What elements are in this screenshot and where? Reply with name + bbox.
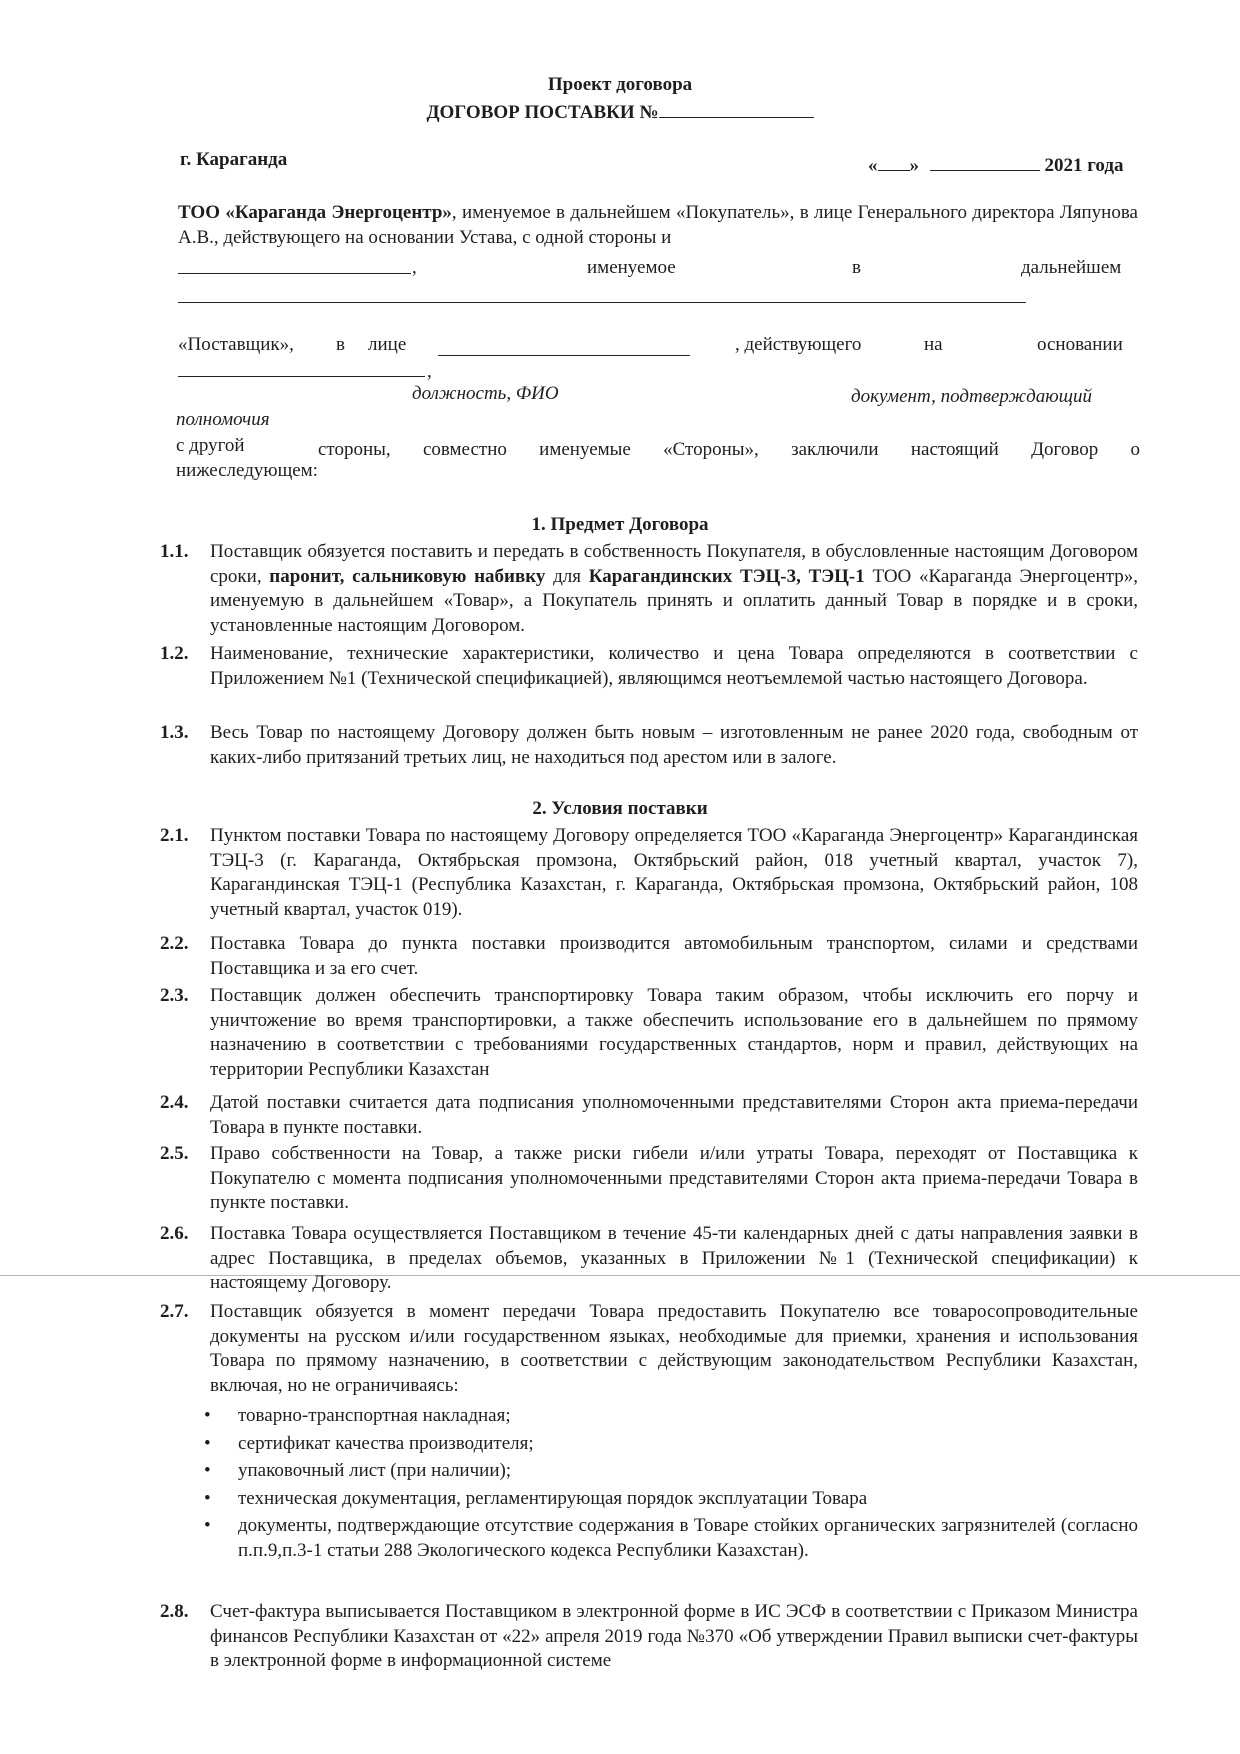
bullet-icon: • — [204, 1515, 211, 1536]
bullet-icon: • — [204, 1487, 211, 1509]
acting-word-2: на — [924, 334, 943, 355]
clause-text-part: ТОО «Караганда Энергоцентр», именуемую в дальнейшем «Товар», а Покупатель принять и оплатить данный Товар в порядке и в сроки, установленные настоящим Договором. — [210, 565, 1138, 636]
clause-text: Пунктом поставки Товара по настоящему Договору определяется ТОО «Караганда Энергоцентр» Карагандинская ТЭЦ-3 (г. Караганда, Октябрьская промзона, Октябрьский район, 018 учетный квартал, участок 7), Карагандинская ТЭЦ-1 (Республика Казахстан, г. Караганда, Октябрьская промзона, Октябрьский район, 108 учетный квартал, участок 019). — [210, 825, 1138, 920]
list-item-text: техническая документация, регламентирующая порядок эксплуатации Товара — [238, 1487, 868, 1509]
clause-2-5 — [160, 1142, 1138, 1216]
buyer-name: ТОО «Караганда Энергоцентр» — [178, 202, 452, 223]
named-word-2: в — [852, 257, 861, 278]
clause-number: 2.1. — [160, 825, 189, 846]
plants-name: Карагандинских ТЭЦ-3, ТЭЦ-1 — [588, 565, 865, 587]
clause-1-1 — [160, 540, 1138, 638]
clause-number: 1.1. — [160, 541, 189, 562]
bullet-icon: • — [204, 1405, 211, 1426]
named-word-3: дальнейшем — [1021, 257, 1122, 278]
bullet-icon: • — [204, 1460, 211, 1481]
hint-position: должность, ФИО — [412, 383, 559, 404]
date-year: 2021 года — [1044, 155, 1124, 176]
clause-2-3 — [160, 984, 1138, 1082]
document-title — [0, 99, 1240, 124]
date-quote-close: » — [909, 155, 919, 176]
clause-number: 1.3. — [160, 722, 189, 743]
date-quote-open: « — [868, 155, 878, 176]
clause-number: 1.2. — [160, 643, 189, 664]
clause-text — [210, 540, 1138, 638]
list-item — [200, 1432, 1138, 1457]
clause-2-1 — [160, 824, 1138, 922]
clause-text: Право собственности на Товар, а также риски гибели и/или утраты Товара, переходят от Поставщика к Покупателю с момента подписания уполномоченными представителями Сторон акта приема-передачи Товара в пункте поставки. — [210, 1143, 1138, 1213]
list-item — [200, 1514, 1138, 1563]
clause-2-4 — [160, 1091, 1138, 1140]
clause-number: 2.6. — [160, 1223, 189, 1244]
named-word-1: именуемое — [587, 257, 676, 278]
clause-text: Поставщик должен обеспечить транспортировку Товара таким образом, чтобы исключить его порчу и уничтожение во время транспортировки, а также обеспечить использование его в дальнейшем по прямому назначению в соответствии с требованиями государственных стандартов, норм и правил, действующих на территории Республики Казахстан — [210, 985, 1138, 1080]
hint-document: документ, подтверждающий — [851, 386, 1092, 407]
documents-list — [200, 1404, 1138, 1566]
clause-text: Поставщик обязуется в момент передачи Товара предоставить Покупателю все товаросопроводительные документы на русском и/или государственном языках, необходимые для приемки, хранения и использования Товара по прямому назначению, в соответствии с действующим законодательством Республики Казахстан, включая, но не ограничиваясь: — [210, 1301, 1138, 1396]
clause-text-part: Поставщик обязуется поставить и передать в собственность Покупателя, в обусловленные настоящим Договором сроки, — [210, 541, 1138, 587]
clause-text: Поставка Товара до пункта поставки производится автомобильным транспортом, силами и средствами Поставщика и за его счет. — [210, 933, 1138, 979]
supplier-full-name-blank — [178, 302, 1026, 303]
other-side-1: с другой — [176, 435, 245, 456]
clause-number: 2.3. — [160, 985, 189, 1006]
clause-number: 2.4. — [160, 1092, 189, 1113]
parties-paragraph — [178, 201, 1138, 250]
supplier-word-1: «Поставщик», — [178, 334, 294, 355]
document-title-text: ДОГОВОР ПОСТАВКИ № — [426, 102, 659, 123]
buyer-text: , именуемое в дальнейшем «Покупатель», в лице Генерального директора Ляпунова А.В., действующего на основании Устава, с одной стороны и — [178, 202, 1138, 248]
clause-text: Поставка Товара осуществляется Поставщиком в течение 45-ти календарных дней с даты направления заявки в адрес Поставщика, в пределах объемов, указанных в Приложении №1 (Технической спецификации) к настоящему Договору. — [210, 1223, 1138, 1293]
power-document-blank — [178, 376, 425, 377]
supplier-word-2: в — [336, 334, 345, 355]
list-item-text: сертификат качества производителя; — [238, 1432, 534, 1454]
clause-number: 2.2. — [160, 933, 189, 954]
list-item-text: упаковочный лист (при наличии); — [238, 1460, 512, 1481]
clause-text-part: для — [545, 565, 589, 587]
section-2-title: 2. Условия поставки — [532, 798, 708, 819]
clause-text: Счет-фактура выписывается Поставщиком в электронной форме в ИС ЭСФ в соответствии с Приказом Министра финансов Республики Казахстан от «22» апреля 2019 года №370 «Об утверждении Правил выписки счет-фактуры в электронной форме в информационной системе — [210, 1601, 1138, 1671]
date-line — [868, 152, 1123, 178]
hint-powers: полномочия — [176, 409, 270, 430]
representative-blank — [438, 355, 690, 356]
bullet-icon: • — [204, 1432, 211, 1454]
clause-2-7 — [160, 1300, 1138, 1398]
section-1-title: 1. Предмет Договора — [531, 514, 709, 535]
clause-2-2 — [160, 932, 1138, 981]
city: г. Караганда — [180, 149, 288, 170]
clause-2-6 — [160, 1222, 1138, 1296]
other-side-2: стороны, совместно именуемые «Стороны», заключили настоящий Договор о — [318, 439, 1140, 460]
clause-1-3 — [160, 721, 1138, 770]
draft-label: Проект договора — [547, 74, 693, 95]
clause-text: Датой поставки считается дата подписания уполномоченными представителями Сторон акта приема-передачи Товара в пункте поставки. — [210, 1092, 1138, 1138]
comma-2: , — [427, 361, 432, 382]
clause-1-2 — [160, 642, 1138, 691]
day-blank — [878, 152, 910, 171]
clause-number: 2.5. — [160, 1143, 189, 1164]
list-item — [200, 1487, 1138, 1512]
acting-word-1: , действующего — [735, 334, 862, 355]
list-item-text: товарно-транспортная накладная; — [238, 1405, 511, 1426]
comma: , — [412, 257, 417, 278]
other-side-3: нижеследующем: — [176, 460, 318, 481]
clause-number: 2.7. — [160, 1301, 189, 1322]
list-item — [200, 1404, 1138, 1429]
supplier-name-blank — [178, 273, 411, 274]
list-item — [200, 1459, 1138, 1484]
clause-2-8 — [160, 1600, 1138, 1674]
acting-word-3: основании — [1037, 334, 1123, 355]
clause-number: 2.8. — [160, 1601, 189, 1622]
goods-name: паронит, сальниковую набивку — [269, 565, 546, 587]
supplier-word-3: лице — [368, 334, 407, 355]
clause-text: Весь Товар по настоящему Договору должен быть новым – изготовленным не ранее 2020 года, свободным от каких-либо притязаний третьих лиц, не находиться под арестом или в залоге. — [210, 722, 1138, 768]
clause-text: Наименование, технические характеристики, количество и цена Товара определяются в соответствии с Приложением №1 (Технической спецификацией), являющимся неотъемлемой частью настоящего Договора. — [210, 643, 1138, 689]
month-blank — [930, 152, 1040, 171]
contract-number-blank — [659, 99, 814, 118]
list-item-text: документы, подтверждающие отсутствие содержания в Товаре стойких органических загрязнителей (согласно п.п.9,п.3-1 статьи 288 Экологического кодекса Республики Казахстан). — [238, 1515, 1138, 1561]
